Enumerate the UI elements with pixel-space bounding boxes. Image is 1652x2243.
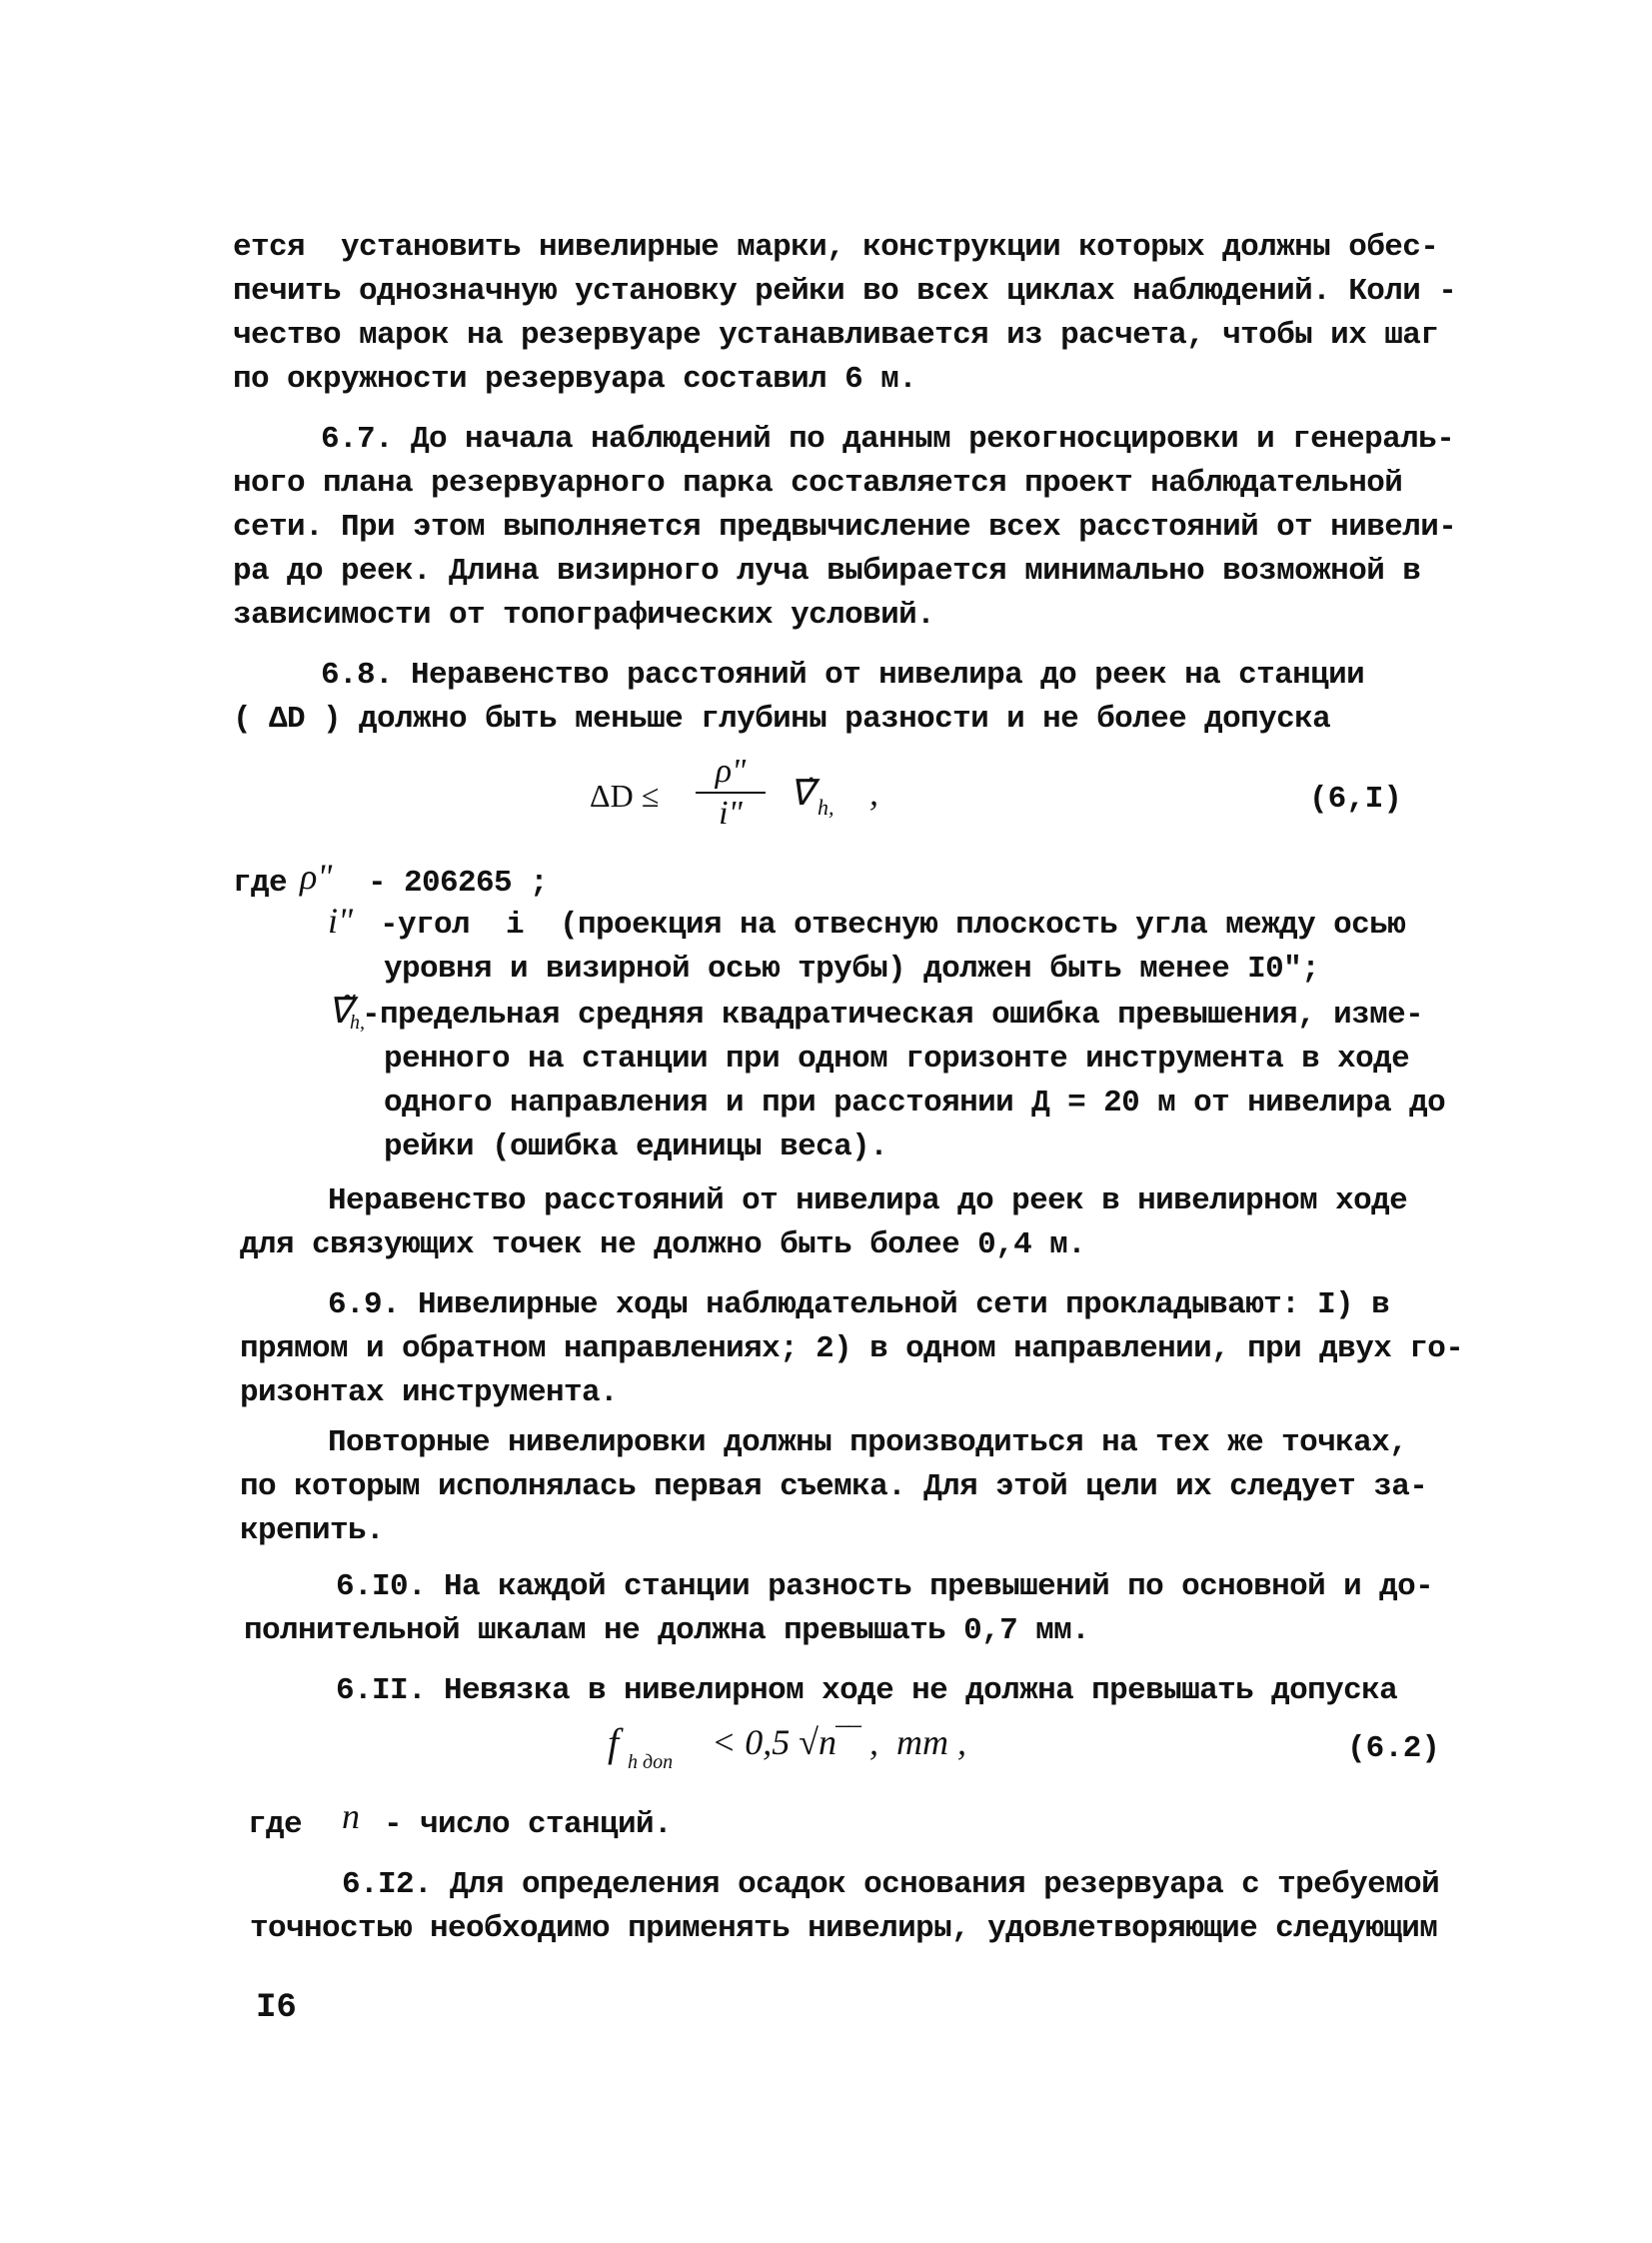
text-line: одного направления и при расстоянии Д = 20 м от нивелира до [384, 1086, 1446, 1121]
text-line: ризонтах инструмента. [240, 1375, 619, 1410]
formula-f: f [608, 1720, 620, 1765]
text-line: Повторные нивелировки должны производиться на тех же точках, [328, 1425, 1408, 1460]
i-symbol: i" [328, 901, 354, 941]
n-symbol: n [342, 1796, 360, 1836]
text-line: ного плана резервуарного парка составляется проект наблюдательной [233, 466, 1403, 501]
text-line: 6.9. Нивелирные ходы наблюдательной сети прокладывают: I) в [328, 1287, 1390, 1322]
text-line: зависимости от топографических условий. [233, 598, 935, 633]
formula-subscript: h доп [628, 1751, 674, 1773]
where-intro: где [248, 1807, 303, 1842]
formula-rhs: ∇̇ [790, 773, 815, 813]
text-line: по которым исполнялась первая съемка. Для этой цели их следует за- [240, 1469, 1428, 1504]
rho-value: - 206265 ; [350, 866, 549, 901]
text-line: 6.8. Неравенство расстояний от нивелира до реек на станции [321, 658, 1365, 693]
text-line: прямом и обратном направлениях; 2) в одном направлении, при двух го- [240, 1331, 1464, 1366]
text-line: ( ΔD ) должно быть меньше глубины разности и не более допуска [233, 702, 1331, 737]
text-line: -предельная средняя квадратическая ошибка превышения, изме- [362, 998, 1424, 1033]
text-line: чество марок на резервуаре устанавливается из расчета, чтобы их шаг [233, 318, 1439, 353]
text-line: ется установить нивелирные марки, конструкции которых должны обес- [233, 230, 1439, 265]
where-intro: где [233, 866, 288, 901]
text-line: Неравенство расстояний от нивелира до реек в нивелирном ходе [328, 1183, 1408, 1218]
page-number: I6 [256, 1989, 297, 2027]
formula-number: (6,I) [1309, 782, 1403, 817]
formula-numerator: ρ" [715, 753, 747, 790]
text-line: точностью необходимо применять нивелиры, удовлетворяющие следующим [250, 1911, 1438, 1946]
formula-lhs: ΔD ≤ [590, 778, 660, 814]
text-line: 6.I0. На каждой станции разность превышений по основной и до- [336, 1569, 1434, 1604]
formula-expression: < 0,5 √n‾‾ , mm , [712, 1722, 967, 1762]
text-line: -угол i (проекция на отвесную плоскость угла между осью [380, 908, 1406, 943]
v-subscript: h, [350, 1012, 365, 1034]
text-line: печить однозначную установку рейки во всех циклах наблюдений. Коли - [233, 274, 1457, 309]
text-line: рейки (ошибка единицы веса). [384, 1129, 888, 1164]
formula-number: (6.2) [1347, 1731, 1441, 1766]
text-line: уровня и визирной осью трубы) должен быть менее I0"; [384, 952, 1320, 987]
formula-trail: , [869, 773, 878, 813]
text-line: для связующих точек не должно быть более 0,4 м. [240, 1227, 1086, 1262]
text-line: 6.7. До начала наблюдений по данным рекогносцировки и генераль- [321, 422, 1455, 457]
text-line: ренного на станции при одном горизонте инструмента в ходе [384, 1042, 1410, 1077]
where-text: - число станций. [366, 1807, 673, 1842]
text-line: ра до реек. Длина визирного луча выбирается минимально возможной в [233, 554, 1421, 589]
text-line: крепить. [240, 1513, 385, 1548]
text-line: сети. При этом выполняется предвычисление всех расстояний от нивели- [233, 510, 1457, 545]
formula-rhs-subscript: h, [818, 795, 834, 820]
formula-denominator: i" [719, 795, 743, 832]
rho-symbol: ρ" [300, 857, 333, 897]
text-line: 6.I2. Для определения осадок основания резервуара с требуемой [342, 1867, 1440, 1902]
v-symbol: ∇̃ [328, 991, 353, 1031]
text-line: 6.II. Невязка в нивелирном ходе не должна превышать допуска [336, 1673, 1398, 1708]
text-line: по окружности резервуара составил 6 м. [233, 362, 917, 397]
formula-fraction [694, 752, 768, 834]
text-line: полнительной шкалам не должна превышать 0,7 мм. [244, 1613, 1090, 1648]
